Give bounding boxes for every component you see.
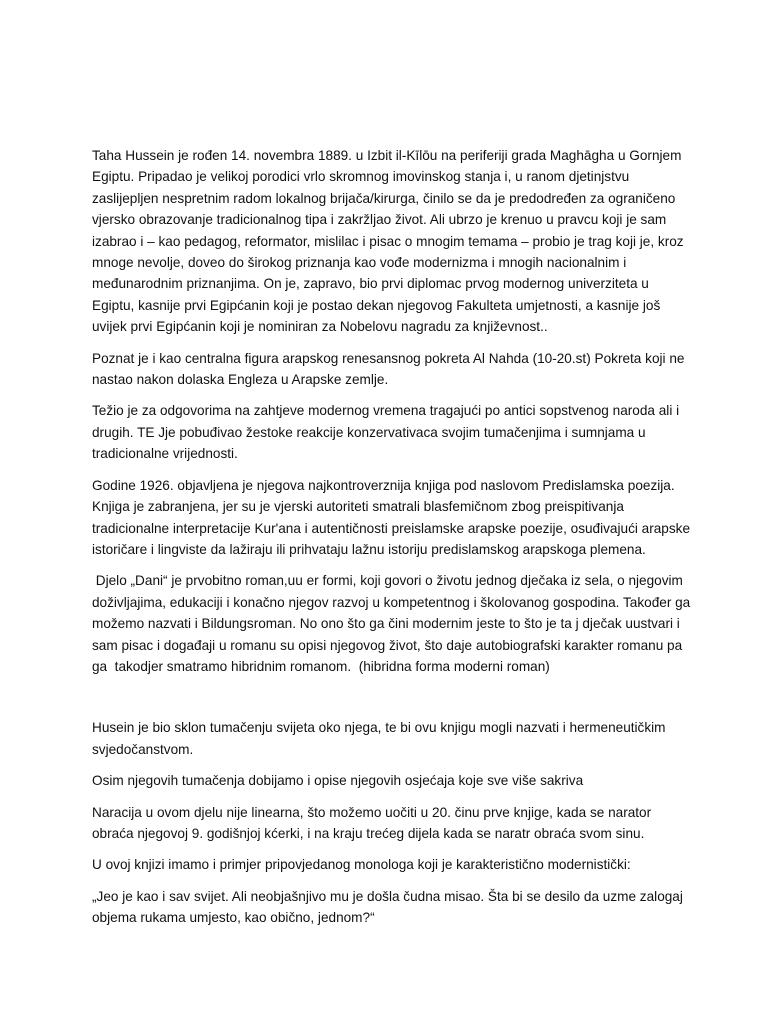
paragraph-quote: „Jeo je kao i sav svijet. Ali neobjašnjivo mu je došla čudna misao. Šta bi se desilo da uzme zalogaj objema rukama umjesto, kao obično, jednom?“	[92, 888, 683, 926]
paragraph-narration: Naracija u ovom djelu nije linearna, što možemo uočiti u 20. činu prve knjige, kada se narator obraća njegovoj 9. godišnjoj kćerki, i na kraju trećeg dijela kada se naratr obraća svom sinu.	[92, 804, 652, 841]
paragraph-al-nahda: Poznat je i kao centralna figura arapskog renesansnog pokreta Al Nahda (10-20.st) Pokreta koji ne nastao nakon dolaska Engleza u Arapske zemlje.	[92, 350, 685, 388]
paragraph-pre-islamic-poetry: Godine 1926. objavljena je njegova najkontroverznija knjiga pod naslovom Predislamska poezija. Knjiga je zabranjena, jer su je vjerski autoriteti smatrali blasfemičnom zbog preispitivanja tradicionalne interpretacije Kur'ana i autentičnosti preislamske arapske poezije, osuđivajući arapske istoričare i lingviste da lažiraju ili prihvataju lažnu istoriju predislamskog arapskoga plemena.	[92, 477, 691, 557]
document-page	[92, 145, 695, 939]
paragraph-dani: Djelo „Dani“ je prvobitno roman,uu er formi, koji govori o životu jednog dječaka iz sela, o njegovim doživljajima, edukaciji i konačno njegov razvoj u kompetentnog i školovanog gospodina. Također ga možemo nazvati i Bildungsroman. No ono što ga čini modernim jeste to što je ta j dječak uustvari i sam pisac i događaji u romanu su opisi njegovog život, što daje autobiografski karakter romanu pa ga takodjer smatramo hibridnim romanom. (hibridna forma moderni roman)	[92, 573, 695, 674]
paragraph-biography: Taha Hussein je rođen 14. novembra 1889. u Izbit il-Kīlōu na periferiji grada Maghāgha u Gornjem Egiptu. Pripadao je velikoj porodici vrlo skromnog imovinskog stanja i, u ranom djetinjstvu zaslijepljen nespretnim radom lokalnog brijača/kirurga, činilo se da je predodređen za ograničeno vjersko obrazovanje tradicionalnog tipa i zakržljao život. Ali ubrzo je krenuo u pravcu koji je sam izabrao i – kao pedagog, reformator, mislilac i pisac o mnogim temama – probio je trag koji je, kroz mnoge nevolje, doveo do širokog priznanja kao vođe modernizma i mnogih nacionalnim i međunarodnim priznanjima. On je, zapravo, bio prvi diplomac prvog modernog univerziteta u Egiptu, kasnije prvi Egipćanin koji je postao dekan njegovog Fakulteta umjetnosti, a kasnije još uvijek prvi Egipćanin koji je nominiran za Nobelovu nagradu za književnost..	[92, 148, 684, 335]
paragraph-hermeneutic: Husein je bio sklon tumačenju svijeta oko njega, te bi ovu knjigu mogli nazvati i hermeneutičkim svjedočanstvom.	[92, 720, 666, 757]
paragraph-gap	[92, 687, 692, 717]
paragraph-modern-times: Težio je za odgovorima na zahtjeve modernog vremena tragajući po antici sopstvenog naroda ali i drugih. TE Jje pobuđivao žestoke reakcije konzervativaca svojim tumačenjima i sumnjama u tradicionalne vrijednosti.	[92, 403, 680, 462]
paragraph-monologue-intro: U ovoj knjizi imamo i primjer pripovjedanog monologa koji je karakteristično modernistički:	[92, 857, 631, 873]
paragraph-feelings: Osim njegovih tumačenja dobijamo i opise njegovih osjećaja koje sve više sakriva	[92, 773, 584, 789]
